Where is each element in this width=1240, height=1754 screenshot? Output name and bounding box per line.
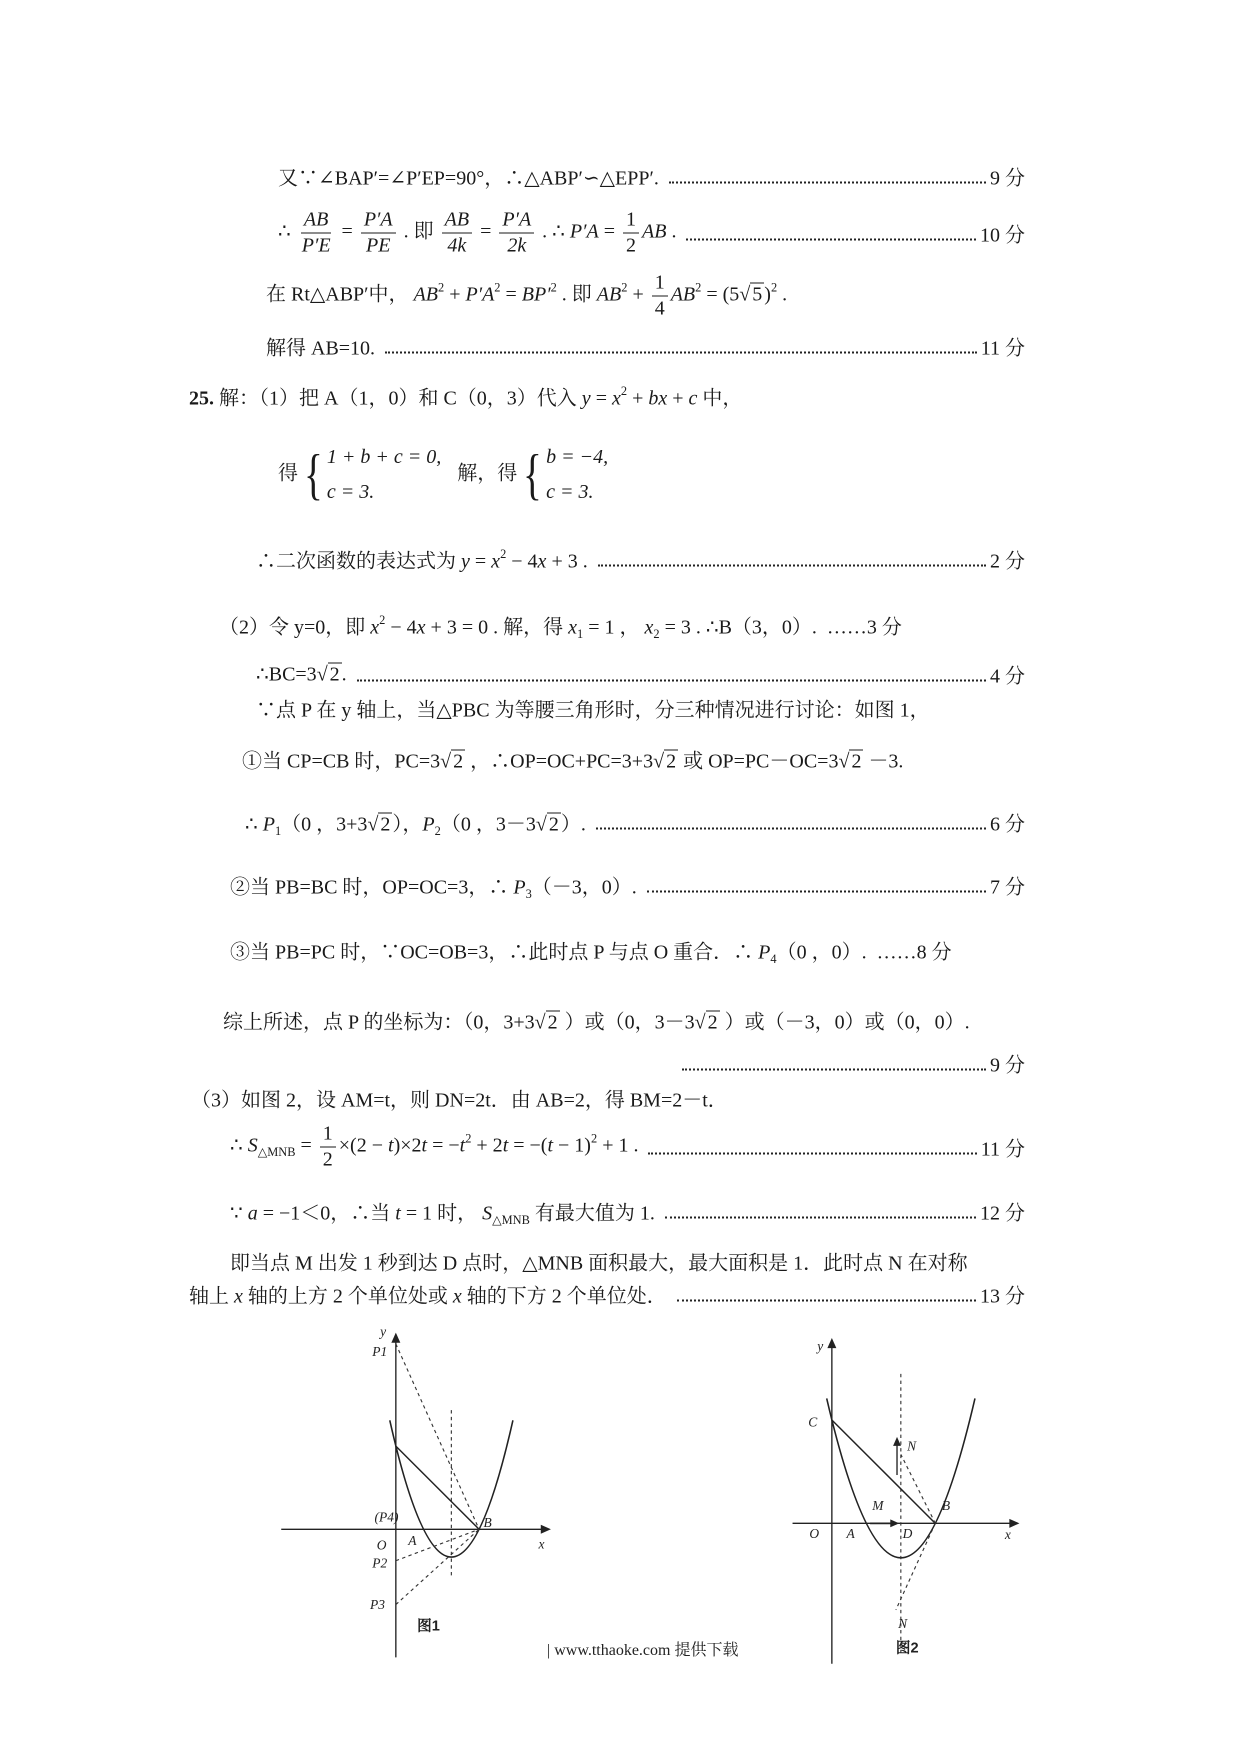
text-run: = 3 . ∴B（3，0）. ……3 分 xyxy=(659,616,902,639)
point-label-d: D xyxy=(902,1525,913,1541)
text-run: ) xyxy=(764,283,771,306)
line-content xyxy=(266,332,375,361)
score-points: 12 分 xyxy=(980,1202,1025,1225)
text-run: ∵点 P 在 y 轴上，当△PBC 为等腰三角形时，分三种情况进行讨论：如图 1， xyxy=(256,699,930,722)
motion-arrow-n-head xyxy=(893,1437,901,1446)
math-variable: AB xyxy=(642,220,667,243)
dotted-leader xyxy=(682,1056,986,1071)
math-variable: t xyxy=(459,1134,466,1157)
dotted-leader xyxy=(647,878,986,893)
system-row: c = 3. xyxy=(546,481,594,503)
fraction xyxy=(499,208,534,259)
text-run: = −( xyxy=(508,1134,548,1157)
score-points: 9 分 xyxy=(990,167,1025,190)
system-row: 1 + b + c = 0, xyxy=(326,446,442,468)
point-label-p3: P3 xyxy=(370,1597,385,1613)
text-run: （0 ，3－3 xyxy=(440,813,536,836)
math-variable: x xyxy=(644,616,654,639)
text-run: ∵ xyxy=(230,1202,248,1225)
point-label-p4: (P4) xyxy=(374,1509,399,1525)
text-run: 轴的上方 2 个单位处或 xyxy=(242,1285,453,1308)
system-row: b = −4, xyxy=(546,446,609,468)
text-run: = 1 时， xyxy=(400,1202,483,1225)
radicand: 2 xyxy=(547,1011,558,1034)
line-content xyxy=(230,871,637,900)
text-run: = xyxy=(295,1134,317,1157)
score-points: 10 分 xyxy=(980,224,1025,247)
text-run: 得 xyxy=(278,462,298,485)
radicand: 2 xyxy=(707,1011,718,1034)
origin-label: O xyxy=(809,1525,820,1541)
math-variable: P′A xyxy=(569,220,599,243)
answer-line xyxy=(191,1084,728,1113)
figure-caption: 图1 xyxy=(417,1618,440,1635)
fraction-numerator: AB xyxy=(301,208,331,234)
y-axis-arrow xyxy=(391,1333,400,1343)
square-root xyxy=(440,750,465,774)
text-run: 或 OP=PC－OC=3 xyxy=(678,750,839,773)
dotted-leader xyxy=(385,339,977,354)
answer-line xyxy=(223,1006,970,1035)
text-run: − 4 xyxy=(506,550,538,573)
radicand: 2 xyxy=(380,813,391,836)
text-run: －3. xyxy=(863,750,904,773)
text-run: ∴BC=3 xyxy=(256,663,317,686)
fraction-numerator: 1 xyxy=(652,271,668,297)
superscript: 2 xyxy=(465,1131,472,1146)
text-run: ×(2 − xyxy=(338,1134,388,1157)
dotted-leader xyxy=(357,667,986,682)
score-points: 9 分 xyxy=(990,1054,1025,1077)
text-run: . xyxy=(777,283,788,306)
text-run: . xyxy=(666,220,677,243)
text-run: 又∵∠BAP′=∠P′EP=90°，∴△ABP′∽△EPP′. xyxy=(278,167,659,190)
dotted-leader xyxy=(665,1204,976,1219)
math-variable: x xyxy=(452,1285,462,1308)
text-run: ）或（0，3－3 xyxy=(559,1011,695,1034)
fraction xyxy=(320,1122,336,1173)
text-run: ∴ xyxy=(245,813,263,836)
answer-line xyxy=(230,1122,1025,1173)
square-root xyxy=(695,1011,720,1035)
left-brace xyxy=(519,447,546,503)
text-run: ①当 CP=CB 时，PC=3 xyxy=(242,750,441,773)
square-root xyxy=(653,750,678,774)
math-variable: P xyxy=(422,813,435,836)
fraction-denominator: 2k xyxy=(507,234,527,257)
fraction-denominator: 2 xyxy=(626,234,636,257)
math-variable: t xyxy=(421,1134,428,1157)
square-root xyxy=(536,813,561,837)
math-variable: x xyxy=(370,616,380,639)
math-variable: P xyxy=(758,941,771,964)
equation-system xyxy=(519,440,608,510)
line-content xyxy=(278,162,659,191)
score-points: 13 分 xyxy=(980,1285,1025,1308)
text-run: − 4 xyxy=(385,616,417,639)
dotted-leader xyxy=(648,1140,976,1155)
line-content xyxy=(230,1197,655,1226)
answer-line xyxy=(245,808,1025,837)
answer-line xyxy=(189,1280,1025,1309)
point-label-a: A xyxy=(846,1525,855,1541)
dotted-leader xyxy=(598,552,986,567)
point-label-p1: P1 xyxy=(372,1344,388,1360)
radicand: 2 xyxy=(329,663,340,686)
fraction-numerator: P′A xyxy=(361,208,396,234)
score-points: 6 分 xyxy=(990,813,1025,836)
dotted-leader xyxy=(596,815,986,830)
line-content xyxy=(256,545,588,574)
line-content xyxy=(191,1084,728,1113)
square-root xyxy=(838,750,863,774)
point-label-p2: P2 xyxy=(372,1555,388,1571)
text-run: ）或（－3，0）或（0，0）. xyxy=(719,1011,970,1034)
system-rows xyxy=(327,440,441,510)
y-axis-label: y xyxy=(380,1324,387,1340)
fraction-denominator: 4 xyxy=(654,297,665,320)
text-run: 中， xyxy=(697,387,743,410)
text-run: + xyxy=(667,387,689,410)
answer-line xyxy=(219,611,902,640)
math-variable: t xyxy=(395,1202,401,1225)
line-content xyxy=(256,694,930,723)
fraction-numerator: P′A xyxy=(499,208,534,234)
fraction xyxy=(652,271,668,322)
math-variable: S xyxy=(247,1134,258,1157)
text-run: + xyxy=(444,283,466,306)
text-run: = −1＜0，∴当 xyxy=(257,1202,396,1225)
answer-line xyxy=(672,1049,1025,1078)
radicand: 5 xyxy=(752,283,763,306)
text-run: . 即 xyxy=(556,283,597,306)
segment-cb xyxy=(832,1420,935,1523)
point-label-n-upper: N xyxy=(907,1438,917,1454)
fraction-numerator: 1 xyxy=(623,208,639,234)
math-variable: x xyxy=(611,387,621,410)
math-variable: c xyxy=(688,387,698,410)
subscript: 1 xyxy=(577,626,584,641)
text-run: 有最大值为 1. xyxy=(529,1202,655,1225)
text-run: + xyxy=(627,283,649,306)
math-variable: S xyxy=(482,1202,493,1225)
motion-arrow-m-head xyxy=(890,1519,899,1527)
y-axis-arrow xyxy=(827,1338,836,1348)
problem-number: 25. xyxy=(189,387,214,410)
dotted-leader xyxy=(669,169,986,184)
text-run: 综上所述，点 P 的坐标为：（0，3+3 xyxy=(223,1011,535,1034)
line-content xyxy=(278,440,614,510)
text-run: （3）如图 2，设 AM=t，则 DN=2t．由 AB=2，得 BM=2－t． xyxy=(191,1089,728,1112)
left-brace xyxy=(300,447,327,503)
math-variable: P′A xyxy=(465,283,495,306)
equation-system xyxy=(300,440,441,510)
line-content xyxy=(219,611,902,640)
x-axis-arrow xyxy=(1009,1519,1019,1528)
square-root xyxy=(317,663,342,687)
answer-line xyxy=(278,208,1025,259)
score-points: 11 分 xyxy=(980,1138,1025,1161)
answer-line xyxy=(230,871,1025,900)
x-axis-arrow xyxy=(541,1525,551,1534)
math-variable: AB xyxy=(670,283,696,306)
point-label-b: B xyxy=(941,1497,951,1513)
score-points: 7 分 xyxy=(990,876,1025,899)
text-run: 解：（1）把 A（1，0）和 C（0，3）代入 xyxy=(214,387,582,410)
x-axis-label: x xyxy=(1004,1527,1011,1543)
subscript: △MNB xyxy=(492,1212,530,1227)
download-source-footer: | www.tthaoke.com 提供下载 xyxy=(547,1642,739,1659)
superscript: 2 xyxy=(438,280,445,295)
math-variable: x xyxy=(491,550,501,573)
subscript: 2 xyxy=(434,823,441,838)
superscript: 2 xyxy=(494,280,501,295)
text-run: 即当点 M 出发 1 秒到达 D 点时，△MNB 面积最大，最大面积是 1．此时点 N 在对称 xyxy=(230,1252,968,1275)
superscript: 2 xyxy=(379,613,386,628)
dashed-line-p1-b xyxy=(396,1344,479,1529)
text-run: + 1 . xyxy=(597,1134,639,1157)
fraction-denominator: 2 xyxy=(322,1148,333,1171)
subscript: 3 xyxy=(525,886,532,901)
answer-line xyxy=(189,382,742,411)
math-variable: x xyxy=(234,1285,243,1308)
text-run: （0 ，3+3 xyxy=(281,813,368,836)
line-content xyxy=(278,208,676,259)
answer-line xyxy=(278,440,614,510)
math-variable: y xyxy=(581,387,591,410)
figure-caption: 图2 xyxy=(895,1640,919,1657)
text-run: ∴ xyxy=(278,220,296,243)
text-run: = 1 ， xyxy=(583,616,645,639)
text-run: 解，得 xyxy=(447,462,518,485)
math-variable: AB xyxy=(413,283,438,306)
text-run: ，∴OP=OC+PC=3+3 xyxy=(465,750,654,773)
math-variable: bx xyxy=(648,387,668,410)
fraction xyxy=(442,208,472,259)
subscript: 1 xyxy=(274,823,282,838)
dashed-line-b-n-upper xyxy=(901,1454,935,1523)
system-rows xyxy=(546,440,608,510)
answer-line xyxy=(278,162,1025,191)
math-variable: AB xyxy=(596,283,622,306)
text-run: = xyxy=(336,220,358,243)
fraction xyxy=(361,208,396,259)
text-run: . 即 xyxy=(398,220,439,243)
answer-line xyxy=(266,332,1025,361)
line-content xyxy=(266,271,787,322)
text-run: ∴二次函数的表达式为 xyxy=(256,550,461,573)
figure-1 xyxy=(270,1318,570,1663)
math-variable: t xyxy=(388,1134,394,1157)
line-content xyxy=(230,1247,968,1276)
text-run: + 2 xyxy=(471,1134,503,1157)
dotted-leader xyxy=(677,1287,976,1302)
fraction-denominator: 4k xyxy=(447,234,467,257)
radicand: 2 xyxy=(666,750,677,773)
text-run: = xyxy=(500,283,522,306)
superscript: 2 xyxy=(770,280,778,295)
text-run: 轴的下方 2 个单位处． xyxy=(461,1285,667,1308)
fraction-denominator: P′E xyxy=(301,234,331,257)
text-run: = (5 xyxy=(701,283,740,306)
subscript: △MNB xyxy=(257,1144,296,1159)
score-points: 11 分 xyxy=(980,337,1025,360)
superscript: 2 xyxy=(590,1131,598,1146)
answer-line xyxy=(242,745,903,774)
text-run: = − xyxy=(427,1134,460,1157)
text-run: + xyxy=(627,387,649,410)
text-run: . ∴ xyxy=(537,220,570,243)
point-label-c: C xyxy=(808,1414,818,1430)
math-variable: x xyxy=(568,616,577,639)
answer-line xyxy=(230,1197,1025,1226)
system-row: c = 3. xyxy=(326,481,375,503)
superscript: 2 xyxy=(621,280,628,295)
square-root xyxy=(367,813,392,837)
math-variable: P xyxy=(513,876,526,899)
text-run: . xyxy=(341,663,347,686)
dotted-leader xyxy=(686,226,976,241)
answer-line xyxy=(256,660,1025,689)
math-variable: P xyxy=(262,813,275,836)
answer-line xyxy=(230,1247,968,1276)
text-run: = xyxy=(590,387,612,410)
superscript: 2 xyxy=(500,547,507,562)
math-variable: t xyxy=(502,1134,509,1157)
text-run: + 3 . xyxy=(546,550,588,573)
math-variable: a xyxy=(247,1202,258,1225)
text-run: )×2 xyxy=(393,1134,422,1157)
origin-label: O xyxy=(376,1537,387,1553)
text-run: 解得 AB=10. xyxy=(266,337,376,360)
subscript: 4 xyxy=(770,951,777,966)
line-content xyxy=(256,662,347,687)
line-content xyxy=(230,1122,638,1173)
point-label-n-lower: N xyxy=(898,1615,908,1631)
point-label-a: A xyxy=(408,1532,417,1548)
point-label-b: B xyxy=(483,1515,492,1531)
text-run: = xyxy=(598,220,620,243)
answer-line xyxy=(256,545,1025,574)
text-run: 在 Rt△ABP′中， xyxy=(266,283,414,306)
text-run: （－3，0）. xyxy=(531,876,637,899)
math-variable: y xyxy=(461,550,470,573)
radicand: 2 xyxy=(453,750,464,773)
superscript: 2 xyxy=(550,280,557,295)
math-variable: x xyxy=(537,550,547,573)
square-root xyxy=(535,1011,560,1035)
math-variable: t xyxy=(547,1134,554,1157)
math-variable: x xyxy=(416,616,426,639)
text-run: （0 ，0）. ……8 分 xyxy=(776,941,952,964)
text-run: （2）令 y=0，即 xyxy=(219,616,371,639)
radicand: 2 xyxy=(851,750,862,773)
line-content xyxy=(245,808,586,837)
text-run: ）， xyxy=(392,813,423,836)
figure-2 xyxy=(781,1329,1031,1666)
line-content xyxy=(242,745,903,774)
point-label-m: M xyxy=(872,1497,884,1513)
y-axis-label: y xyxy=(817,1338,824,1354)
radicand: 2 xyxy=(548,813,559,836)
text-run: 轴上 xyxy=(189,1285,234,1308)
text-run: = xyxy=(475,220,497,243)
score-points: 4 分 xyxy=(990,665,1025,688)
text-run: ③当 PB=PC 时，∵OC=OB=3，∴此时点 P 与点 O 重合．∴ xyxy=(230,941,759,964)
subscript: 2 xyxy=(653,626,660,641)
text-run: = xyxy=(469,550,492,573)
fraction-denominator: PE xyxy=(366,234,391,257)
superscript: 2 xyxy=(620,384,628,399)
fraction xyxy=(299,208,334,259)
fraction-numerator: AB xyxy=(442,208,472,234)
line-content xyxy=(189,382,742,411)
line-content xyxy=(189,1280,667,1309)
segment-cb xyxy=(396,1446,479,1529)
answer-line xyxy=(256,694,930,723)
score-points: 2 分 xyxy=(990,550,1025,573)
line-content xyxy=(230,936,952,965)
text-run: ②当 PB=BC 时，OP=OC=3，∴ xyxy=(230,876,514,899)
math-variable: BP′ xyxy=(521,283,551,306)
text-run: + 3 = 0 . 解，得 xyxy=(425,616,569,639)
fraction xyxy=(623,208,639,259)
fraction-numerator: 1 xyxy=(320,1122,336,1148)
text-run: ）. xyxy=(560,813,586,836)
text-run: − 1) xyxy=(553,1134,591,1157)
superscript: 2 xyxy=(695,280,702,295)
x-axis-label: x xyxy=(538,1536,545,1552)
answer-line xyxy=(230,936,952,965)
answer-line xyxy=(266,271,787,322)
text-run: ∴ xyxy=(230,1134,248,1157)
line-content xyxy=(223,1006,970,1035)
square-root xyxy=(739,283,764,307)
